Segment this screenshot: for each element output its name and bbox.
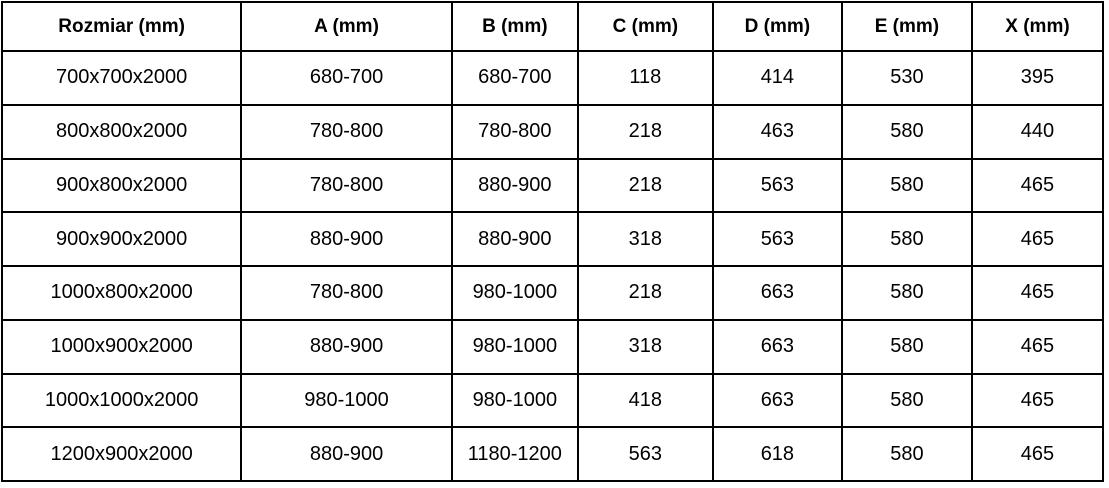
- table-cell: 680-700: [452, 51, 578, 105]
- table-cell: 395: [972, 51, 1103, 105]
- table-cell: 563: [578, 427, 713, 481]
- table-cell: 118: [578, 51, 713, 105]
- column-header: A (mm): [241, 2, 452, 51]
- table-cell: 980-1000: [452, 320, 578, 374]
- table-row: [2, 427, 1103, 481]
- size-cell: 900x900x2000: [2, 212, 241, 266]
- table-cell: 414: [713, 51, 842, 105]
- table-cell: 465: [972, 427, 1103, 481]
- table-cell: 880-900: [241, 427, 452, 481]
- table-cell: 580: [842, 212, 972, 266]
- table-row: [2, 105, 1103, 159]
- table-cell: 463: [713, 105, 842, 159]
- column-header: E (mm): [842, 2, 972, 51]
- table-cell: 318: [578, 212, 713, 266]
- size-cell: 800x800x2000: [2, 105, 241, 159]
- table-cell: 465: [972, 320, 1103, 374]
- table-cell: 318: [578, 320, 713, 374]
- table-cell: 980-1000: [452, 374, 578, 428]
- size-cell: 1200x900x2000: [2, 427, 241, 481]
- size-cell: 700x700x2000: [2, 51, 241, 105]
- table-row: [2, 266, 1103, 320]
- table-row: [2, 212, 1103, 266]
- size-cell: 1000x800x2000: [2, 266, 241, 320]
- table-cell: 780-800: [241, 159, 452, 213]
- table-cell: 465: [972, 159, 1103, 213]
- table-cell: 1180-1200: [452, 427, 578, 481]
- table-cell: 880-900: [241, 320, 452, 374]
- table-cell: 618: [713, 427, 842, 481]
- table-cell: 780-800: [241, 105, 452, 159]
- table-cell: 563: [713, 212, 842, 266]
- table-cell: 580: [842, 159, 972, 213]
- size-spec-table: [1, 1, 1104, 482]
- column-header: Rozmiar (mm): [2, 2, 241, 51]
- table-cell: 465: [972, 266, 1103, 320]
- size-cell: 1000x900x2000: [2, 320, 241, 374]
- size-cell: 900x800x2000: [2, 159, 241, 213]
- table-row: [2, 51, 1103, 105]
- table-cell: 980-1000: [241, 374, 452, 428]
- table-cell: 980-1000: [452, 266, 578, 320]
- table-row: [2, 320, 1103, 374]
- table-cell: 880-900: [452, 159, 578, 213]
- table-cell: 880-900: [241, 212, 452, 266]
- table-cell: 563: [713, 159, 842, 213]
- table-body: [2, 51, 1103, 481]
- table-cell: 580: [842, 266, 972, 320]
- table-cell: 580: [842, 105, 972, 159]
- table-cell: 663: [713, 320, 842, 374]
- table-cell: 440: [972, 105, 1103, 159]
- table-cell: 680-700: [241, 51, 452, 105]
- table-cell: 530: [842, 51, 972, 105]
- table-cell: 580: [842, 374, 972, 428]
- table-cell: 663: [713, 374, 842, 428]
- table-cell: 780-800: [241, 266, 452, 320]
- table-cell: 218: [578, 266, 713, 320]
- column-header: D (mm): [713, 2, 842, 51]
- table-row: [2, 374, 1103, 428]
- table-header: [2, 2, 1103, 51]
- table-cell: 880-900: [452, 212, 578, 266]
- table-cell: 418: [578, 374, 713, 428]
- table-cell: 780-800: [452, 105, 578, 159]
- column-header: C (mm): [578, 2, 713, 51]
- table-cell: 218: [578, 159, 713, 213]
- table-cell: 465: [972, 374, 1103, 428]
- size-cell: 1000x1000x2000: [2, 374, 241, 428]
- table-cell: 663: [713, 266, 842, 320]
- column-header: X (mm): [972, 2, 1103, 51]
- table-cell: 465: [972, 212, 1103, 266]
- table-row: [2, 159, 1103, 213]
- table-cell: 580: [842, 427, 972, 481]
- header-row: [2, 2, 1103, 51]
- column-header: B (mm): [452, 2, 578, 51]
- table-cell: 218: [578, 105, 713, 159]
- table-cell: 580: [842, 320, 972, 374]
